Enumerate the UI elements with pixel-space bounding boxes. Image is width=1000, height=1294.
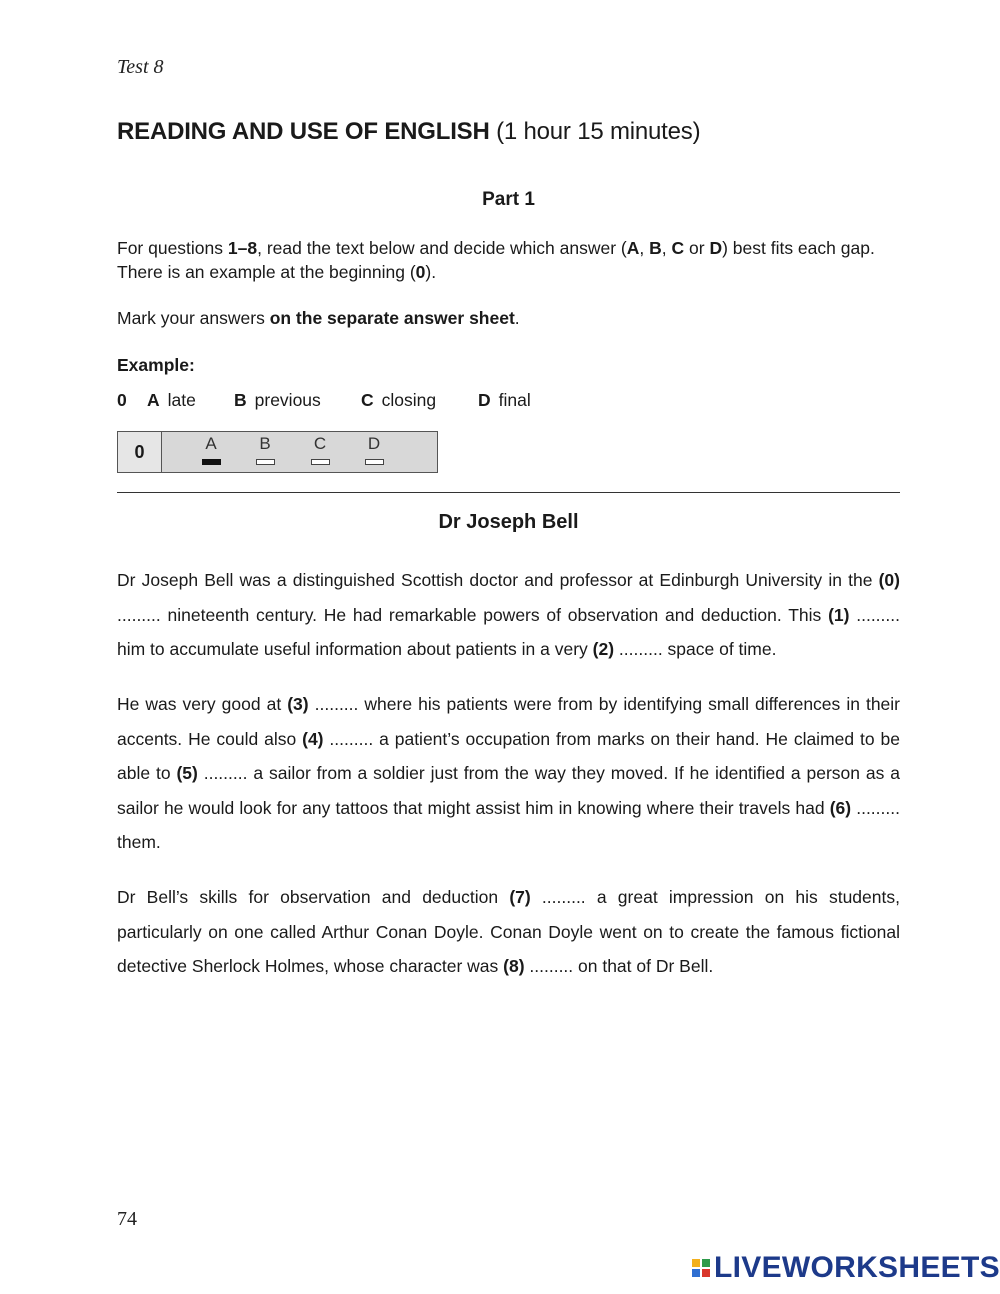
- instr-text: , read the text below and decide which answer (: [257, 238, 627, 258]
- gap-4: (4): [302, 728, 324, 749]
- option-letter: C: [361, 390, 374, 410]
- answer-column-label: B: [259, 434, 271, 453]
- passage-paragraph-2: [117, 687, 900, 860]
- instr-opt-c: C: [671, 238, 685, 258]
- text-title: Dr Joseph Bell: [438, 511, 579, 533]
- passage-text: ......... a patient’s occupation from marks on their hand. He claimed to be able to: [117, 728, 900, 783]
- instr-opt-b: B: [649, 238, 662, 258]
- answer-column-c: [308, 434, 332, 465]
- example-option-a: [147, 390, 196, 411]
- answer-box-number: 0: [118, 432, 162, 472]
- gap-5: (5): [176, 763, 198, 783]
- option-letter: D: [478, 390, 491, 410]
- answer-column-label: C: [313, 434, 327, 453]
- instr-sep: ,: [639, 238, 650, 258]
- gap-2: (2): [592, 639, 615, 659]
- mark-instruction: [117, 308, 520, 329]
- instr-opt-a: A: [626, 238, 640, 258]
- passage-text: ......... space of time.: [614, 639, 777, 659]
- passage-text: ......... a great impression on his students, particularly on one called Arthur Conan Doyle. Conan Doyle went on to create the famous fictional detective Sherlock Holmes, whose character was: [117, 887, 900, 976]
- instr-zero: 0: [415, 262, 426, 282]
- answer-column-label: D: [367, 434, 381, 453]
- answer-bubble-filled: [202, 459, 221, 465]
- passage-text: ......... him to accumulate useful information about patients in a very: [117, 604, 900, 659]
- instr-text: There is an example at the beginning (: [117, 262, 416, 282]
- option-letter: B: [234, 390, 247, 410]
- gap-3: (3): [287, 694, 309, 714]
- instr-opt-d: D: [709, 238, 723, 258]
- passage-text: ......... nineteenth century. He had remarkable powers of observation and deduction. This: [117, 604, 829, 625]
- example-option-d: [478, 390, 531, 411]
- liveworksheets-logo: [692, 1252, 1000, 1284]
- gap-6: (6): [829, 797, 852, 818]
- answer-bubble: [256, 459, 275, 465]
- option-word: closing: [381, 390, 437, 410]
- answer-column-d: [362, 434, 386, 465]
- option-letter: A: [147, 390, 160, 410]
- test-label: Test 8: [117, 56, 164, 78]
- passage-text: ......... them.: [117, 797, 900, 852]
- option-word: late: [167, 390, 196, 410]
- mark-suffix: .: [514, 308, 520, 328]
- gap-7: (7): [509, 887, 531, 907]
- example-answer-box: [117, 431, 438, 473]
- gap-1: (1): [828, 604, 850, 625]
- passage-text: ......... on that of Dr Bell.: [524, 956, 714, 976]
- answer-column-a: [199, 434, 223, 465]
- instr-range: 1–8: [227, 238, 258, 258]
- answer-bubble: [365, 459, 384, 465]
- logo-blocks-icon: [692, 1259, 710, 1277]
- passage-paragraph-3: [117, 880, 900, 984]
- passage-text: ......... a sailor from a soldier just from the way they moved. If he identified a person as a sailor he would look for any tattoos that might assist him in knowing where their travels had: [117, 763, 900, 818]
- instr-text: For questions: [117, 238, 228, 258]
- logo-block: [702, 1259, 710, 1267]
- option-word: final: [498, 390, 531, 410]
- option-word: previous: [254, 390, 321, 410]
- example-number: 0: [117, 390, 127, 410]
- logo-block: [692, 1269, 700, 1277]
- example-option-b: [234, 390, 321, 411]
- mark-bold: on the separate answer sheet: [269, 308, 515, 328]
- logo-text: LIVEWORKSHEETS: [714, 1251, 1000, 1284]
- section-duration: (1 hour 15 minutes): [496, 118, 701, 145]
- example-option-c: [361, 390, 436, 411]
- instructions: [117, 236, 907, 284]
- instr-text: ) best fits each gap.: [722, 238, 875, 258]
- instr-sep: or: [684, 238, 710, 258]
- section-title-main: READING AND USE OF ENGLISH: [117, 118, 490, 145]
- section-title: [117, 118, 700, 146]
- part-title: Part 1: [482, 189, 535, 210]
- answer-column-b: [253, 434, 277, 465]
- gap-8: (8): [503, 956, 525, 976]
- passage-text: He was very good at: [117, 694, 288, 714]
- passage-text: Dr Bell’s skills for observation and deduction: [117, 887, 510, 907]
- mark-prefix: Mark your answers: [117, 308, 270, 328]
- answer-bubble: [311, 459, 330, 465]
- instr-text: ).: [425, 262, 437, 282]
- passage-text: Dr Joseph Bell was a distinguished Scottish doctor and professor at Edinburgh University in the: [117, 570, 879, 590]
- page-number: 74: [117, 1208, 137, 1230]
- logo-block: [692, 1259, 700, 1267]
- answer-column-label: A: [205, 434, 217, 453]
- example-label: Example:: [117, 355, 195, 375]
- passage-paragraph-1: [117, 563, 900, 667]
- logo-block: [702, 1269, 710, 1277]
- passage-text: ......... where his patients were from by identifying small differences in their accents. He could also: [117, 694, 901, 749]
- divider: [117, 492, 900, 493]
- gap-0: (0): [878, 570, 900, 590]
- instr-sep: ,: [661, 238, 672, 258]
